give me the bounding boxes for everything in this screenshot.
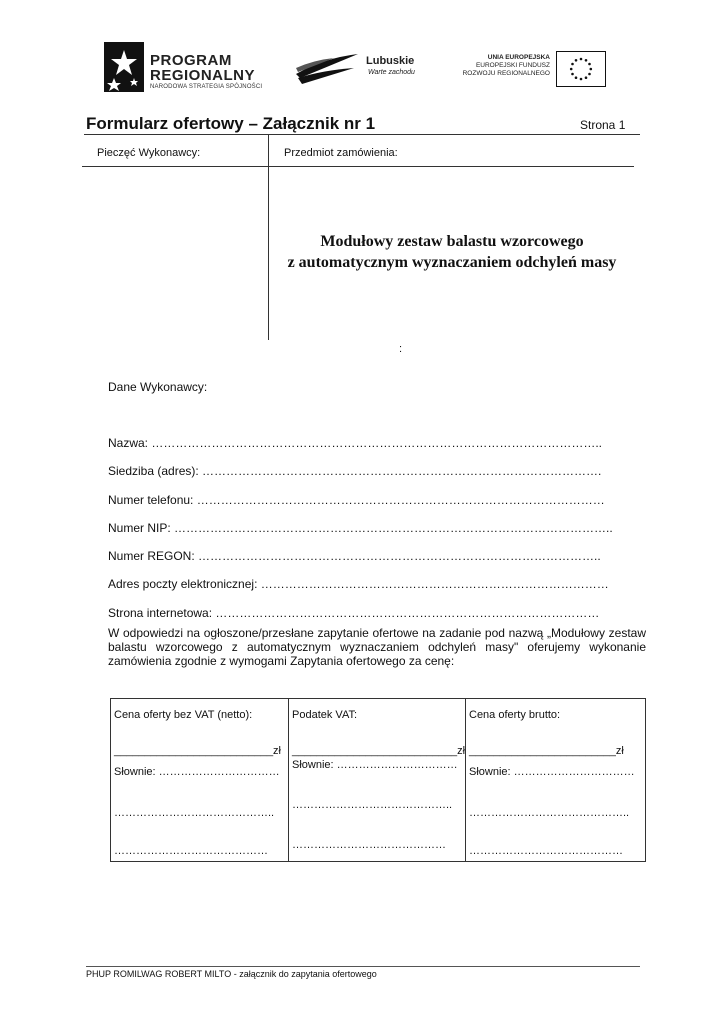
footer-text: PHUP ROMILWAG ROBERT MILTO - załącznik do zapytania ofertowego xyxy=(86,969,377,979)
field-name: Nazwa: ………………………………………………………………………………………………….. xyxy=(108,436,603,450)
vat-words: Słownie: …………………………… xyxy=(292,759,458,771)
vat-dots-2: …………………………………… xyxy=(292,839,446,851)
order-subject-line2: z automatycznym wyznaczaniem odchyleń masy xyxy=(287,254,617,271)
eu-logo-line3: ROZWOJU REGIONALNEGO xyxy=(462,70,550,77)
lubuskie-name: Lubuskie xyxy=(366,55,415,67)
field-address: Siedziba (adres): ………………………………………………………………………………………. xyxy=(108,464,602,478)
gross-price-words: Słownie: …………………………… xyxy=(469,766,635,778)
table-column-divider xyxy=(268,135,269,340)
table-header-divider xyxy=(82,166,634,167)
net-price-dots-1: …………………………………….. xyxy=(114,807,275,819)
eu-logo-line1: UNIA EUROPEJSKA xyxy=(487,54,550,61)
field-email: Adres poczty elektronicznej: …………………………………………………………………………… xyxy=(108,577,609,591)
price-table-divider-2 xyxy=(465,699,466,861)
program-regionalny-logo xyxy=(100,42,270,94)
gross-price-dots-1: …………………………………….. xyxy=(469,807,630,819)
field-nip: Numer NIP: ……………………………………………………………………………………………….. xyxy=(108,521,613,535)
footer-rule xyxy=(86,966,640,967)
lubuskie-swoosh-icon xyxy=(294,48,362,88)
gross-price-header: Cena oferty brutto: xyxy=(469,709,561,721)
lubuskie-tagline: Warte zachodu xyxy=(368,69,415,76)
net-price-words: Słownie: …………………………… xyxy=(114,766,280,778)
order-subject-label: Przedmiot zamówienia: xyxy=(284,147,398,159)
gross-price-amount-line: ________________________zł xyxy=(469,745,624,757)
vat-dots-1: …………………………………….. xyxy=(292,799,453,811)
eu-logo xyxy=(448,50,610,90)
star-flag-icon xyxy=(104,42,144,92)
eu-logo-line2: EUROPEJSKI FUNDUSZ xyxy=(475,62,550,69)
net-price-dots-2: …………………………………… xyxy=(114,845,268,857)
field-website: Strona internetowa: …………………………………………………………………………………… xyxy=(108,606,600,620)
order-subject xyxy=(270,231,634,273)
page-number-label: Strona 1 xyxy=(580,118,626,132)
gross-price-dots-2: …………………………………… xyxy=(469,845,623,857)
price-table-divider-1 xyxy=(288,699,289,861)
offer-paragraph: W odpowiedzi na ogłoszone/przesłane zapytanie ofertowe na zadanie pod nazwą „Modułowy zestaw balastu wzorcowego z automatycznym wyznaczaniem odchyleń masy" oferujemy wykonanie zamówienia zgodnie z wymogami Zapytania ofertowego za cenę: xyxy=(108,626,646,668)
eu-flag-icon xyxy=(556,51,606,87)
price-table xyxy=(110,698,646,862)
field-regon: Numer REGON: ……………………………………………………………………………………….. xyxy=(108,549,601,563)
contractor-data-heading: Dane Wykonawcy: xyxy=(108,380,208,394)
vat-amount-line: ___________________________zł xyxy=(292,745,466,757)
net-price-header: Cena oferty bez VAT (netto): xyxy=(114,709,253,721)
contractor-stamp-label: Pieczęć Wykonawcy: xyxy=(97,147,201,159)
vat-header: Podatek VAT: xyxy=(292,709,358,721)
program-logo-line3: NARODOWA STRATEGIA SPÓJNOŚCI xyxy=(150,84,263,90)
colon-mark: : xyxy=(399,343,403,355)
page-title: Formularz ofertowy – Załącznik nr 1 xyxy=(86,114,376,133)
program-logo-line1: PROGRAM xyxy=(150,52,232,69)
field-phone: Numer telefonu: ………………………………………………………………………………………… xyxy=(108,493,605,507)
program-logo-line2: REGIONALNY xyxy=(150,67,256,84)
order-subject-line1: Modułowy zestaw balastu wzorcowego xyxy=(320,233,584,250)
lubuskie-logo xyxy=(294,48,434,88)
net-price-amount-line: __________________________zł xyxy=(114,745,282,757)
title-underline xyxy=(84,134,640,135)
